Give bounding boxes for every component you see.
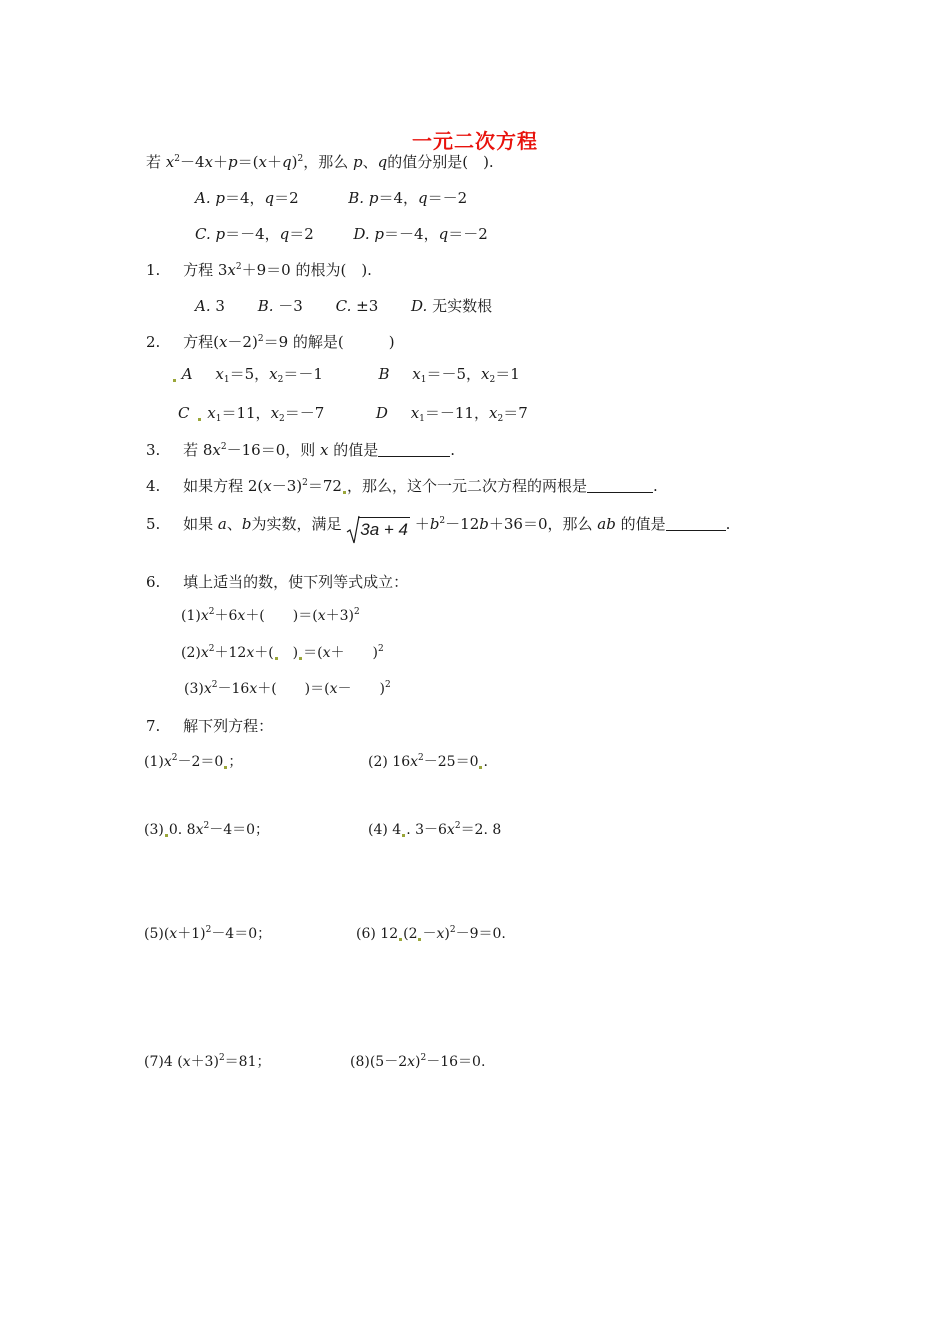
q2-options-row1: A $x_1=5$，$x_2=-1$ B $x_1=-5$，$x_2=1$ [172,364,520,384]
mark-dot [173,379,176,382]
q0-option-a-label: A. [195,189,211,207]
mark-dot [275,657,278,660]
mark-dot [299,657,302,660]
radical-sign [346,515,360,545]
q0-stem: 若 $x^2-4x+p=(x+q)^2$，那么 p、q的值分别是( ). [146,153,494,171]
q6-row3: $(3)x^2-16x+$( )＝(x－ )$^2$ [184,680,391,697]
mark-dot [198,418,201,421]
answer-blank[interactable] [587,478,653,493]
q6-stem: 6. 填上适当的数，使下列等式成立： [146,573,409,591]
q1-options: A. 3 B. －3 C. ±3 D. 无实数根 [195,297,493,315]
q0-options-row2: C. p＝－4，q＝2 D. p＝－4，q＝－2 [195,225,488,243]
q7-part3: (3) 0. $8x^2-4=0$； [144,821,270,838]
radicand: 3a + 4 [358,517,410,540]
q7-part6: (6) 12 $(2 -x)^2-9=0$. [356,925,506,942]
q7-part2: (2) $16x^2-25=0$ . [368,753,488,770]
q5-stem: 5. 如果 a、b为实数，满足 $3a + 4 +b^2-12b+36=0$，那么 ab 的值是 . [146,514,730,540]
q0-options-row1: A. p＝4，q＝2 B. p＝4，q＝－2 [195,189,468,207]
mark-dot [399,938,402,941]
page-title: 一元二次方程 [412,129,538,153]
q7-part1: $(1)x^2-2=0$ ； [144,753,243,770]
mark-dot [402,834,405,837]
q6-row2: $(2)x^2+12x+$( ) ＝(x＋ )$^2$ [181,644,384,661]
answer-blank[interactable] [666,516,726,531]
q0-option-d-label: D. [353,225,370,243]
q0-option-b-label: B. [348,189,365,207]
q3-stem: 3. 若 $8x^2-16=0$，则 x 的值是 . [146,441,456,459]
q7-part8: $(8)(5-2x)^2-16=0$. [350,1053,486,1070]
mark-dot [343,491,346,494]
mark-dot [165,834,168,837]
sqrt-expression [346,517,410,540]
q4-stem: 4. 如果方程 $2(x-3)^2=72$ ，那么，这个一元二次方程的两根是 . [146,477,658,495]
q7-part4: (4) 4 . $3-6x^2=2$. 8 [368,821,502,838]
q7-stem: 7. 解下列方程： [146,717,274,735]
q7-part5: $(5)(x+1)^2-4=0$； [144,925,272,942]
q0-option-c-label: C. [195,225,211,243]
q1-stem: 1. 方程 $3x^2+9=0$ 的根为( ). [146,261,372,279]
q6-row1: $(1)x^2+6x+$( )$=(x+3)^2$ [181,607,360,624]
mark-dot [224,766,227,769]
q2-options-row2: C $x_1=11$，$x_2=-7$ D $x_1=-11$，$x_2=7$ [178,404,528,424]
answer-blank[interactable] [378,442,450,457]
q7-part7: (7)4 $(x+3)^2=81$； [144,1053,271,1070]
q2-stem: 2. 方程$(x-2)^2=9$ 的解是( ) [146,333,395,351]
